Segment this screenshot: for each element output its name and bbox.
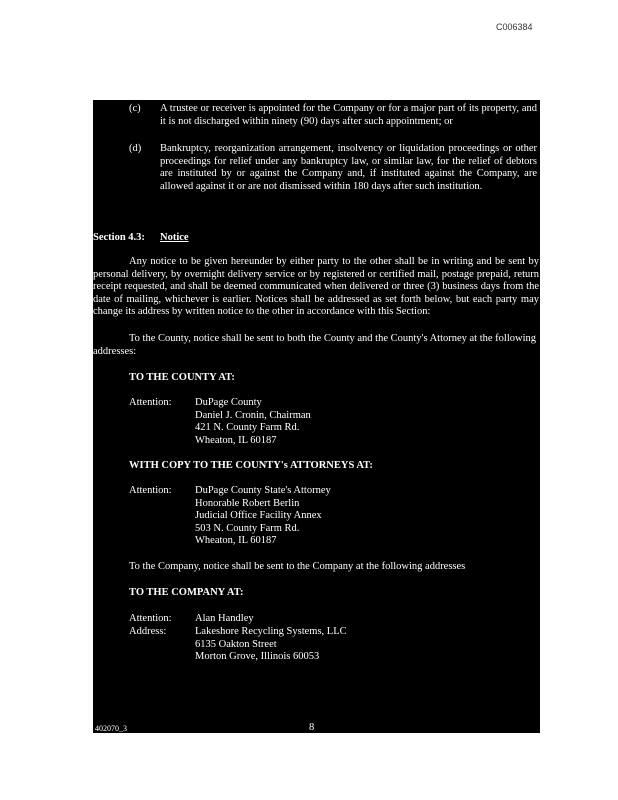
attorneys-attention-label: Attention: <box>129 485 172 496</box>
county-intro: To the County, notice shall be sent to both the County and the County's Attorney at the following addresses: <box>93 333 537 357</box>
company-address-line: 6135 Oakton Street <box>195 638 277 650</box>
list-marker-d: (d) <box>129 143 142 154</box>
county-heading: TO THE COUNTY AT: <box>129 372 235 383</box>
county-address-line: Wheaton, IL 60187 <box>195 434 277 446</box>
list-marker-c: (c) <box>129 103 141 114</box>
county-address-line: Daniel J. Cronin, Chairman <box>195 409 311 421</box>
attorneys-address-line: 503 N. County Farm Rd. <box>195 522 300 534</box>
attorneys-address-line: Honorable Robert Berlin <box>195 497 300 509</box>
attorneys-address-line: Wheaton, IL 60187 <box>195 535 277 547</box>
attorneys-address-line: DuPage County State's Attorney <box>195 485 331 496</box>
section-number: Section 4.3: <box>93 232 145 243</box>
attorneys-address-line: Judicial Office Facility Annex <box>195 510 322 522</box>
notice-paragraph: Any notice to be given hereunder by either party to the other shall be in writing and be sent by personal delivery, by overnight delivery service or by registered or certified mail, postage prepaid, return receipt requested, and shall be deemed communicated when delivered or three (3) business days from the date of mailing, whichever is earlier. Notices shall be addressed as set forth below, but each party may change its address by written notice to the other in accordance with this Section: <box>93 256 539 318</box>
company-heading: TO THE COMPANY AT: <box>129 587 244 598</box>
company-attention-label: Attention: <box>129 613 172 624</box>
company-address-line: Morton Grove, Illinois 60053 <box>195 651 320 663</box>
list-item-d-text: Bankruptcy, reorganization arrangement, insolvency or liquidation proceedings or other proceedings for relief under any bankruptcy law, or similar law, for the relief of debtors are instituted by or against the Company and, if instituted against the Company, are allowed against it or are not dismissed within 180 days after such institution. <box>160 143 537 192</box>
county-address <box>195 397 311 447</box>
company-attention-value: Alan Handley <box>195 613 254 624</box>
section-title: Notice <box>160 232 189 243</box>
footer-page-number: 8 <box>309 722 315 733</box>
county-attention-label: Attention: <box>129 397 172 408</box>
county-address-line: 421 N. County Farm Rd. <box>195 422 300 434</box>
company-intro: To the Company, notice shall be sent to the Company at the following addresses <box>129 561 466 572</box>
bates-number: C006384 <box>496 22 533 32</box>
attorneys-address <box>195 485 331 548</box>
footer-doc-id: 402070_3 <box>95 724 127 733</box>
list-item-c-text: A trustee or receiver is appointed for the Company or for a major part of its property, and it is not discharged within ninety (90) days after such appointment; or <box>160 103 537 127</box>
company-address <box>195 626 347 664</box>
attorneys-heading: WITH COPY TO THE COUNTY's ATTORNEYS AT: <box>129 460 373 471</box>
company-address-label: Address: <box>129 626 167 637</box>
company-address-line: Lakeshore Recycling Systems, LLC <box>195 626 347 637</box>
document-page-body <box>93 100 540 733</box>
county-address-line: DuPage County <box>195 397 262 408</box>
